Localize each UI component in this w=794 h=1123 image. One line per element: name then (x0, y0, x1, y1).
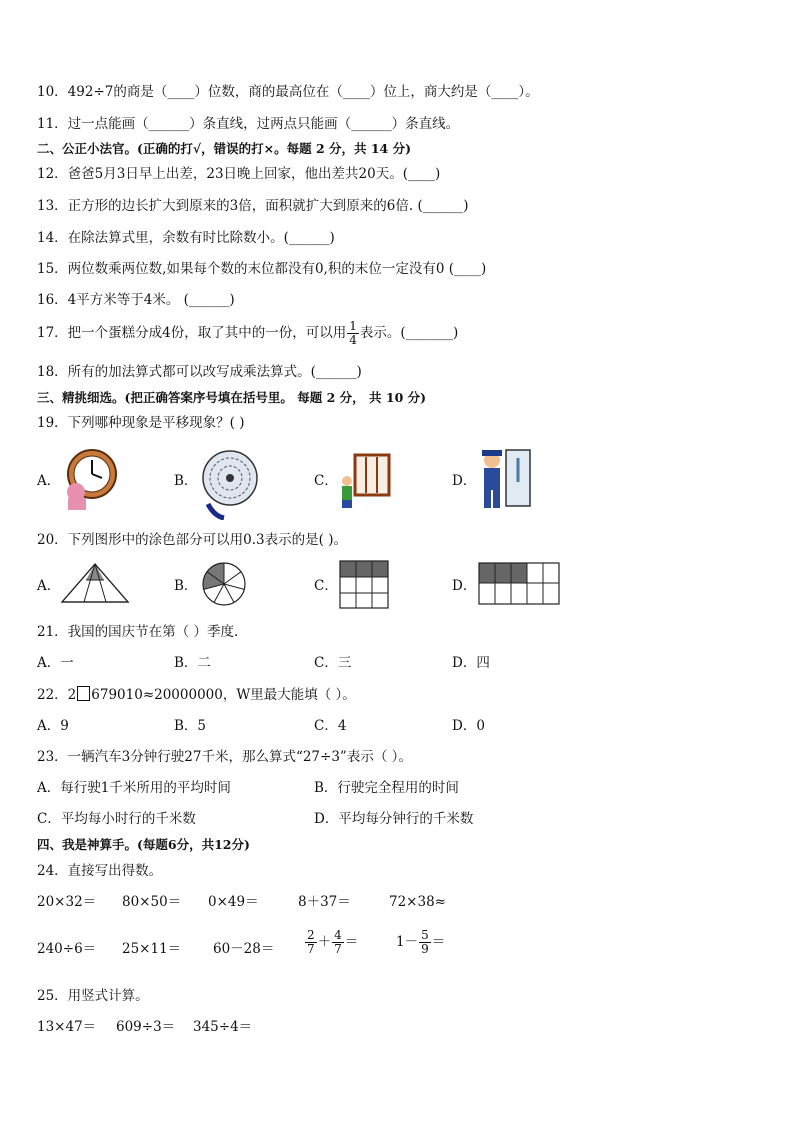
question-15: 15．两位数乘两位数,如果每个数的末位都没有0,积的末位一定没有0 (____) (37, 261, 487, 277)
calc-item: 25×11＝ (122, 941, 182, 957)
question-12: 12．爸爸5月3日早上出差，23日晚上回家，他出差共20天。(____) (37, 166, 441, 182)
q23-option-a: A．每行驶1千米所用的平均时间 (37, 780, 231, 796)
calc-item: 20×32＝ (37, 894, 97, 910)
question-10: 10．492÷7的商是（____）位数，商的最高位在（____）位上，商大约是（____）。 (37, 84, 539, 100)
fraction-difference: 1－ $\frac{5}{9}$ ＝ (396, 928, 446, 956)
q20-option-c: C． (314, 578, 338, 594)
fan-picture (198, 444, 260, 520)
q22-option-d: D．0 (452, 718, 485, 734)
q22-option-a: A．9 (37, 718, 69, 734)
door-picture (478, 446, 534, 512)
q21-option-d: D．四 (452, 655, 490, 671)
q17-text-a: 17．把一个蛋糕分成4份，取了其中的一份，可以用 (37, 325, 347, 341)
q23-option-d: D．平均每分钟行的千米数 (314, 811, 474, 827)
fraction-sum: $\frac{2}{7}$ ＋ $\frac{4}{7}$ ＝ (307, 928, 359, 956)
q17-text-b: 表示。(_______) (359, 325, 459, 341)
q19-option-a: A． (37, 473, 61, 489)
window-picture (337, 453, 393, 509)
calc-item: 72×38≈ (389, 894, 446, 910)
question-25: 25．用竖式计算。 (37, 988, 149, 1004)
question-24: 24．直接写出得数。 (37, 863, 163, 879)
q19-option-d: D． (452, 473, 477, 489)
section-2-heading: 二、公正小法官。(正确的打√，错误的打×。每题 2 分，共 14 分) (37, 141, 412, 156)
question-16: 16．4平方米等于4米。 (______) (37, 292, 235, 308)
question-22 (37, 686, 356, 704)
blank-box (77, 686, 90, 701)
calc-item: 80×50＝ (122, 894, 182, 910)
calc-item: 60－28＝ (213, 941, 275, 957)
calc-item: 13×47＝ (37, 1019, 97, 1035)
q22-text-a: 22．2 (37, 687, 77, 703)
clock-picture (62, 446, 118, 510)
q22-option-b: B．5 (174, 718, 207, 734)
q22-text-b: 679010≈20000000，W里最大能填（ ）。 (91, 687, 356, 703)
q22-option-c: C．4 (314, 718, 347, 734)
fraction-one-quarter: $\frac{1}{4}$ (349, 319, 357, 347)
question-19: 19．下列哪种现象是平移现象？( ) (37, 415, 245, 431)
circle-figure (201, 561, 247, 607)
q23-option-b: B．行驶完全程用的时间 (314, 780, 459, 796)
triangle-figure (60, 562, 130, 604)
q21-option-c: C．三 (314, 655, 352, 671)
q20-option-b: B． (174, 578, 198, 594)
question-13: 13．正方形的边长扩大到原来的3倍，面积就扩大到原来的6倍. (______) (37, 198, 469, 214)
q21-option-a: A．一 (37, 655, 74, 671)
q23-option-c: C．平均每小时行的千米数 (37, 811, 196, 827)
question-18: 18．所有的加法算式都可以改写成乘法算式。(______) (37, 364, 362, 380)
q19-option-b: B． (174, 473, 198, 489)
section-3-heading: 三、精挑细选。(把正确答案序号填在括号里。 每题 2 分， 共 10 分) (37, 390, 427, 405)
grid-2x5-figure (478, 562, 560, 606)
question-21: 21．我国的国庆节在第（ ）季度. (37, 624, 239, 640)
q20-option-d: D． (452, 578, 477, 594)
calc-item: 609÷3＝ (116, 1019, 176, 1035)
calc-item: 240÷6＝ (37, 941, 97, 957)
question-20: 20．下列图形中的涂色部分可以用0.3表示的是( )。 (37, 532, 347, 548)
grid-3x3-figure (339, 560, 390, 610)
calc-item: 8＋37＝ (298, 894, 351, 910)
question-14: 14．在除法算式里，余数有时比除数小。(______) (37, 230, 335, 246)
question-17 (37, 320, 458, 347)
q20-option-a: A． (37, 578, 61, 594)
calc-item: 0×49＝ (208, 894, 259, 910)
question-23: 23．一辆汽车3分钟行驶27千米，那么算式“27÷3”表示（ ）。 (37, 749, 412, 765)
section-4-heading: 四、我是神算手。(每题6分，共12分) (37, 837, 250, 852)
calc-item: 345÷4＝ (193, 1019, 253, 1035)
q21-option-b: B．二 (174, 655, 211, 671)
question-11: 11．过一点能画（______）条直线，过两点只能画（______）条直线。 (37, 116, 460, 132)
q19-option-c: C． (314, 473, 338, 489)
